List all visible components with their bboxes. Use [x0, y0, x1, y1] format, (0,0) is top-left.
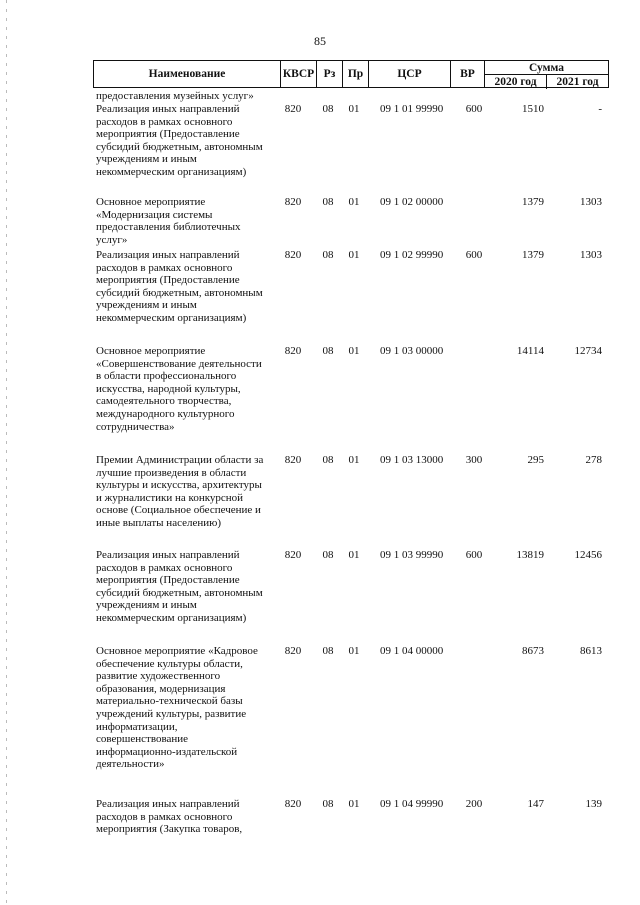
- row-csr: 09 1 03 99990: [380, 549, 444, 561]
- table-header: [93, 60, 609, 88]
- row-name: предоставления музейных услуг»: [96, 90, 254, 102]
- header-kvsr: КВСР: [280, 61, 316, 87]
- row-sum-2020: 1510: [522, 103, 544, 115]
- row-kvsr: 820: [284, 196, 302, 208]
- row-kvsr: 820: [284, 549, 302, 561]
- row-csr: 09 1 03 13000: [380, 454, 444, 466]
- row-sum-2020: 1379: [522, 249, 544, 261]
- row-name: Основное мероприятие «Совершенствование деятельности в области профессионального искусства, народной культуры, самодеятельного творчества, международного культурного сотрудничества»: [96, 345, 262, 433]
- row-pr: 01: [348, 103, 360, 115]
- row-sum-2021: 139: [585, 798, 602, 810]
- row-csr: 09 1 04 00000: [380, 645, 444, 657]
- row-sum-2021: 8613: [580, 645, 602, 657]
- row-kvsr: 820: [284, 345, 302, 357]
- row-sum-2020: 13819: [516, 549, 544, 561]
- page-number: 85: [314, 34, 326, 48]
- row-sum-2020: 8673: [522, 645, 544, 657]
- row-name: Реализация иных направлений расходов в рамках основного мероприятия (Предоставление субсидий бюджетным, автономным учреждениям и иным некоммерческим организациям): [96, 249, 263, 324]
- row-sum-2021: 12456: [574, 549, 602, 561]
- row-vr: 200: [465, 798, 483, 810]
- row-sum-2021: 1303: [580, 196, 602, 208]
- row-sum-2020: 295: [527, 454, 544, 466]
- row-vr: 600: [465, 103, 483, 115]
- row-kvsr: 820: [284, 645, 302, 657]
- row-rz: 08: [322, 345, 334, 357]
- row-name: Основное мероприятие «Модернизация системы предоставления библиотечных услуг»: [96, 196, 241, 246]
- row-rz: 08: [322, 549, 334, 561]
- row-rz: 08: [322, 454, 334, 466]
- row-sum-2021: 1303: [580, 249, 602, 261]
- row-rz: 08: [322, 645, 334, 657]
- header-csr: ЦСР: [368, 61, 450, 87]
- header-year-2020: 2020 год: [494, 76, 537, 88]
- row-csr: 09 1 02 00000: [380, 196, 444, 208]
- row-kvsr: 820: [284, 454, 302, 466]
- header-year-2021: 2021 год: [546, 75, 608, 89]
- row-pr: 01: [348, 345, 360, 357]
- row-name: Реализация иных направлений расходов в рамках основного мероприятия (Предоставление субсидий бюджетным, автономным учреждениям и иным некоммерческим организациям): [96, 549, 263, 624]
- header-sum: Сумма: [529, 61, 564, 74]
- header-pr: Пр: [342, 61, 368, 87]
- row-kvsr: 820: [284, 249, 302, 261]
- header-years: [485, 74, 608, 89]
- row-pr: 01: [348, 645, 360, 657]
- row-pr: 01: [348, 454, 360, 466]
- row-name: Реализация иных направлений расходов в рамках основного мероприятия (Закупка товаров,: [96, 798, 243, 836]
- row-name: Основное мероприятие «Кадровое обеспечение культуры области, развитие художественного образования, модернизация материально-технической базы учреждений культуры, развитие информатизации, совершенствование информационно-издательской деятельности»: [96, 645, 258, 771]
- row-pr: 01: [348, 196, 360, 208]
- scan-edge: [6, 0, 7, 905]
- row-sum-2021: 278: [585, 454, 602, 466]
- row-vr: 300: [465, 454, 483, 466]
- row-csr: 09 1 03 00000: [380, 345, 444, 357]
- row-pr: 01: [348, 798, 360, 810]
- row-kvsr: 820: [284, 103, 302, 115]
- row-rz: 08: [322, 103, 334, 115]
- row-name: Премии Администрации области за лучшие произведения в области культуры и искусства, архитектуры и журналистики на конкурсной основе (Социальное обеспечение и иные выплаты населению): [96, 454, 264, 529]
- row-kvsr: 820: [284, 798, 302, 810]
- header-vr: ВР: [450, 61, 484, 87]
- row-csr: 09 1 02 99990: [380, 249, 444, 261]
- row-sum-2020: 1379: [522, 196, 544, 208]
- row-vr: 600: [465, 249, 483, 261]
- row-name: Реализация иных направлений расходов в рамках основного мероприятия (Предоставление субсидий бюджетным, автономным учреждениям и иным некоммерческим организациям): [96, 103, 263, 178]
- row-pr: 01: [348, 549, 360, 561]
- row-sum-2020: 14114: [516, 345, 544, 357]
- row-sum-2020: 147: [527, 798, 544, 810]
- row-rz: 08: [322, 196, 334, 208]
- row-rz: 08: [322, 249, 334, 261]
- row-sum-2021: -: [598, 103, 602, 115]
- row-csr: 09 1 04 99990: [380, 798, 444, 810]
- header-name: Наименование: [148, 68, 226, 80]
- row-vr: 600: [465, 549, 483, 561]
- row-csr: 09 1 01 99990: [380, 103, 444, 115]
- row-pr: 01: [348, 249, 360, 261]
- row-rz: 08: [322, 798, 334, 810]
- row-sum-2021: 12734: [574, 345, 602, 357]
- header-rz: Рз: [316, 61, 342, 87]
- header-sum-group: [484, 61, 608, 87]
